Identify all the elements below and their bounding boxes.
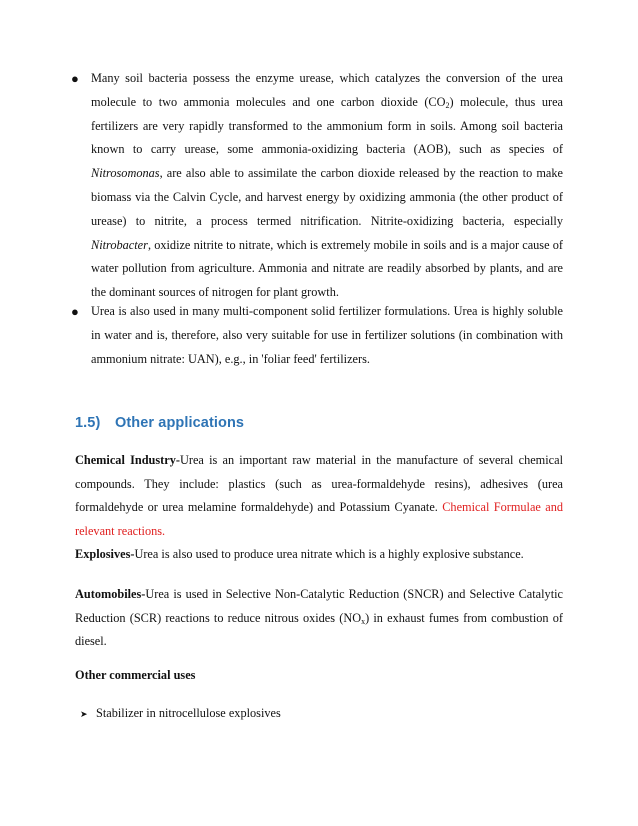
bullet-text: Many soil bacteria possess the enzyme urease, which catalyzes the conversion of the urea molecule to two ammonia molecules and one carbon dioxide (CO: [91, 71, 563, 109]
paragraph-text: ) in exhaust fumes from combustion of diesel.: [75, 610, 563, 648]
italic-term: Nitrosomonas: [91, 166, 160, 181]
arrow-bullet-icon: ➤: [80, 709, 88, 719]
paragraph-automobiles: [75, 583, 563, 654]
bullet-dot-icon: ●: [71, 71, 79, 86]
bullet-text: , are also able to assimilate the carbon dioxide released by the reaction to make biomass via the Calvin Cycle, and harvest energy by oxidizing ammonia (the other product of urease) to nitrite, a process termed nitrification. Nitrite-oxidizing bacteria, especially: [91, 166, 563, 228]
list-item: [80, 706, 281, 721]
paragraph-text: Urea is an important raw material in the manufacture of several chemical compounds. They include: plastics (such as urea-formaldehyde resins), adhesives (urea formaldehyde or urea melamine formaldehyde) and Potassium Cyanate.: [75, 453, 563, 514]
italic-term: Nitrobacter: [91, 237, 148, 252]
paragraph-label: Chemical Industry-: [75, 453, 180, 467]
subscript: x: [361, 616, 366, 626]
paragraph-text: Urea is used in Selective Non-Catalytic Reduction (SNCR) and Selective Catalytic Reduction (SCR) reactions to reduce nitrous oxides (NO: [75, 587, 563, 625]
paragraph-chemical-industry: [75, 449, 563, 543]
bullet-item-fertilizer: [71, 300, 563, 371]
bullet-text: Urea is also used in many multi-component solid fertilizer formulations. Urea is highly soluble in water and is, therefore, also very suitable for use in fertilizer solutions (in combination with ammonium nitrate: UAN), e.g., in 'foliar feed' fertilizers.: [91, 304, 563, 366]
bullet-dot-icon: ●: [71, 304, 79, 319]
bullet-text: ) molecule, thus urea fertilizers are very rapidly transformed to the ammonium form in soils. Among soil bacteria known to carry urease, some ammonia-oxidizing bacteria (AOB), such as species of: [91, 94, 564, 157]
bullet-item-urease: [71, 67, 564, 305]
red-note: Chemical Formulae and relevant reactions.: [75, 500, 563, 538]
paragraph-label: Automobiles-: [75, 587, 146, 601]
section-title: Other applications: [115, 415, 245, 431]
subheading-text: Other commercial uses: [75, 668, 196, 682]
subscript: 2: [445, 100, 450, 110]
paragraph-text: Urea is also used to produce urea nitrate which is a highly explosive substance.: [134, 547, 524, 561]
section-heading: [75, 415, 244, 431]
other-uses-heading: [75, 664, 563, 688]
list-item-text: Stabilizer in nitrocellulose explosives: [96, 706, 281, 720]
paragraph-explosives: [75, 543, 563, 567]
bullet-text: , oxidize nitrite to nitrate, which is extremely mobile in soils and is a major cause of water pollution from agriculture. Ammonia and nitrate are readily absorbed by plants, and are the dominant sources of nitrogen for plant growth.: [91, 237, 563, 300]
section-number: 1.5): [75, 415, 101, 431]
paragraph-label: Explosives-: [75, 547, 135, 561]
